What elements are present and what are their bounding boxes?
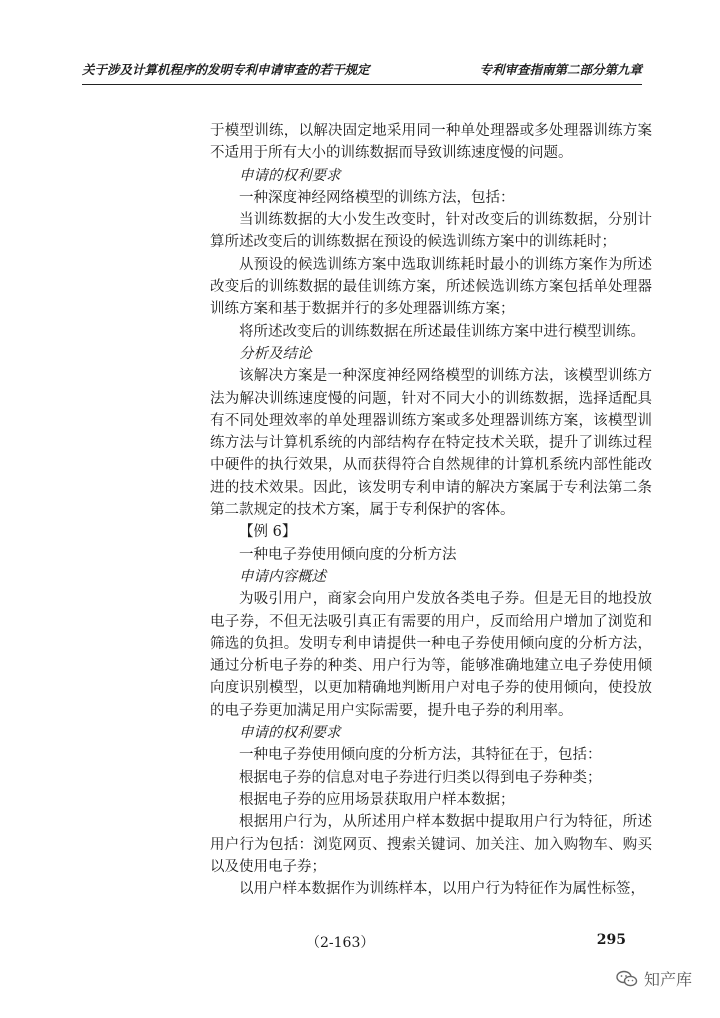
section-subheading: 分析及结论 [239, 345, 312, 362]
paragraph: 从预设的候选训练方案中选取训练耗时最小的训练方案作为所述改变后的训练数据的最佳训练方案，所述候选训练方案包括单处理器训练方案和基于数据并行的多处理器训练方案； [210, 256, 652, 318]
paragraph: 一种电子券使用倾向度的分析方法 [239, 546, 457, 563]
paragraph: 当训练数据的大小发生改变时，针对改变后的训练数据，分别计算所述改变后的训练数据在预设的候选训练方案中的训练耗时； [210, 212, 652, 251]
paragraph: 该解决方案是一种深度神经网络模型的训练方法，该模型训练方法为解决训练速度慢的问题，针对不同大小的训练数据，选择适配具有不同处理效率的单处理器训练方案或多处理器训练方案，该模型训练方法与计算机系统的内部结构存在特定技术关联，提升了训练过程中硬件的执行效果，从而获得符合自然规律的计算机系统内部性能改进的技术效果。因此，该发明专利申请的解决方案属于专利法第二条第二款规定的技术方案，属于专利保护的客体。 [210, 368, 652, 519]
watermark-text: 知产库 [643, 970, 692, 989]
wechat-icon [616, 970, 638, 988]
body-text [210, 120, 652, 900]
header-rule [82, 84, 642, 85]
paragraph: 根据电子券的应用场景获取用户样本数据； [239, 791, 515, 808]
running-header [82, 52, 642, 78]
paragraph: 根据电子券的信息对电子券进行归类以得到电子券种类； [239, 769, 602, 786]
paragraph: 于模型训练，以解决固定地采用同一种单处理器或多处理器训练方案不适用于所有大小的训练数据而导致训练速度慢的问题。 [210, 123, 652, 162]
paragraph: 一种深度神经网络模型的训练方法，包括： [239, 189, 515, 206]
folio: （2-163） [306, 935, 375, 951]
paragraph: 为吸引用户，商家会向用户发放各类电子券。但是无目的地投放电子券，不但无法吸引真正有需要的用户，反而给用户增加了浏览和筛选的负担。发明专利申请提供一种电子券使用倾向度的分析方法，通过分析电子券的种类、用户行为等，能够准确地建立电子券使用倾向度识别模型，以更加精确地判断用户对电子券的使用倾向，使投放的电子券更加满足用户实际需要，提升电子券的利用率。 [210, 591, 652, 719]
page-number: 295 [596, 932, 626, 948]
page-footer [210, 932, 652, 952]
watermark [616, 967, 692, 990]
header-right-title: 专利审查指南第二部分第九章 [479, 62, 642, 77]
section-subheading: 申请内容概述 [239, 568, 326, 585]
paragraph: 一种电子券使用倾向度的分析方法，其特征在于，包括： [239, 747, 602, 764]
paragraph: 以用户样本数据作为训练样本，以用户行为特征作为属性标签， [239, 881, 645, 898]
example-label: 【例 6】 [239, 524, 297, 541]
section-subheading: 申请的权利要求 [239, 725, 341, 742]
paragraph: 根据用户行为，从所述用户样本数据中提取用户行为特征，所述用户行为包括：浏览网页、搜索关键词、加关注、加入购物车、购买以及使用电子券； [210, 814, 652, 875]
header-left-title: 关于涉及计算机程序的发明专利申请审查的若干规定 [82, 62, 370, 77]
paragraph: 将所述改变后的训练数据在所述最佳训练方案中进行模型训练。 [239, 323, 645, 340]
section-subheading: 申请的权利要求 [239, 167, 341, 184]
